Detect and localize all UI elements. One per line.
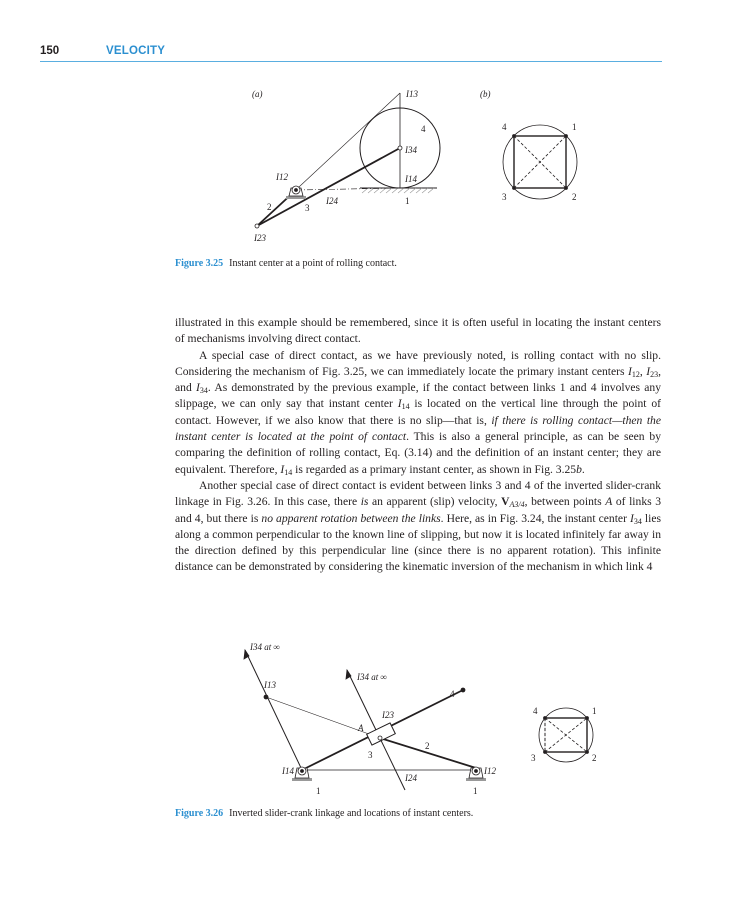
label-2: 2 [267, 202, 272, 212]
label-i14: I14 [405, 174, 417, 184]
ground-i14 [292, 778, 312, 781]
caption-3-26-label: Figure 3.26 [175, 808, 224, 819]
label-1a: 1 [316, 786, 321, 796]
point-4 [461, 688, 465, 692]
perp-line-left [245, 650, 302, 770]
ground-i12 [466, 778, 486, 781]
caption-3-25-label: Figure 3.25 [175, 258, 224, 269]
label-1b: 1 [473, 786, 478, 796]
graph-node-1: 1 [572, 122, 577, 132]
label-i34: I34 [405, 145, 417, 155]
label-3: 3 [305, 203, 310, 213]
paragraph-2: A special case of direct contact, as we have previously noted, is rolling contact with no slip. Considering the mechanism of Fig. 3.25, we can immediately locate the primary instant centers $I_{12}$, $I_{23}$, and $I_{34}$. As demonstrated by the previous example, if the contact between links 1 and 4 involves any slippage, we can only say that instant center $I_{14}$ is located on the vertical line through the point of contact. However, if we also know that there is no slip—that is, if there is rolling contact—then the instant center is located at the point of contact. This is also a general principle, as can be seen by comparing the definition of rolling contact, Eq. (3.14) and the definition of an instant center; they are equivalent. Therefore, $I_{14}$ is regarded as a primary instant center, as shown in Fig. 3.25b. [175, 348, 662, 477]
section-title: VELOCITY [106, 45, 166, 57]
caption-3-26-text: Inverted slider-crank linkage and locations of instant centers. [229, 808, 474, 819]
label-i13: I13 [406, 89, 418, 99]
label-1: 1 [405, 196, 410, 206]
graph-node-3: 3 [531, 753, 536, 763]
label-i34-inf-mid: I34 at ∞ [357, 672, 387, 682]
paragraph-3: Another special case of direct contact is evident between links 3 and 4 of the inverted slider-crank linkage in Fig. 3.26. In this case, there is an apparent (slip) velocity, $V_{A3/4}$, between points A of links 3 and 4, but there is no apparent rotation between the links. Here, as in Fig. 3.24, the instant center $I_{34}$ lies along a common perpendicular to the known line of slipping, but now it is located infinitely far away in the direction defined by this perpendicular line (since there is no apparent rotation). This infinite distance can be demonstrated by considering the kinematic inversion of the mechanism in which link 4 [175, 478, 662, 574]
page-number: 150 [40, 45, 60, 57]
graph-node-4: 4 [533, 706, 538, 716]
label-i24: I24 [326, 196, 338, 206]
point-i13 [264, 695, 268, 699]
graph-node-3: 3 [502, 192, 507, 202]
graph-node-2: 2 [572, 192, 577, 202]
label-i12: I12 [276, 172, 288, 182]
label-4: 4 [421, 124, 426, 134]
label-4: 4 [450, 689, 455, 699]
caption-3-25-text: Instant center at a point of rolling contact. [229, 258, 397, 269]
graph-node-4: 4 [502, 122, 507, 132]
paragraph-1: illustrated in this example should be remembered, since it is often useful in locating the instant centers of mechanisms involving direct contact. [175, 316, 661, 346]
graph-node-2: 2 [592, 753, 597, 763]
panel-a-label: (a) [252, 89, 263, 99]
label-2: 2 [425, 741, 430, 751]
label-i13: I13 [264, 680, 276, 690]
caption-3-26 [175, 808, 473, 819]
label-3: 3 [368, 750, 373, 760]
label-i34-inf-left: I34 at ∞ [250, 642, 280, 652]
label-i12: I12 [484, 766, 496, 776]
label-i24: I24 [405, 773, 417, 783]
label-i23: I23 [254, 233, 266, 243]
label-i14: I14 [282, 766, 294, 776]
label-a: A [358, 723, 364, 733]
panel-b-label: (b) [480, 89, 491, 99]
label-i23: I23 [382, 710, 394, 720]
graph-node-1: 1 [592, 706, 597, 716]
